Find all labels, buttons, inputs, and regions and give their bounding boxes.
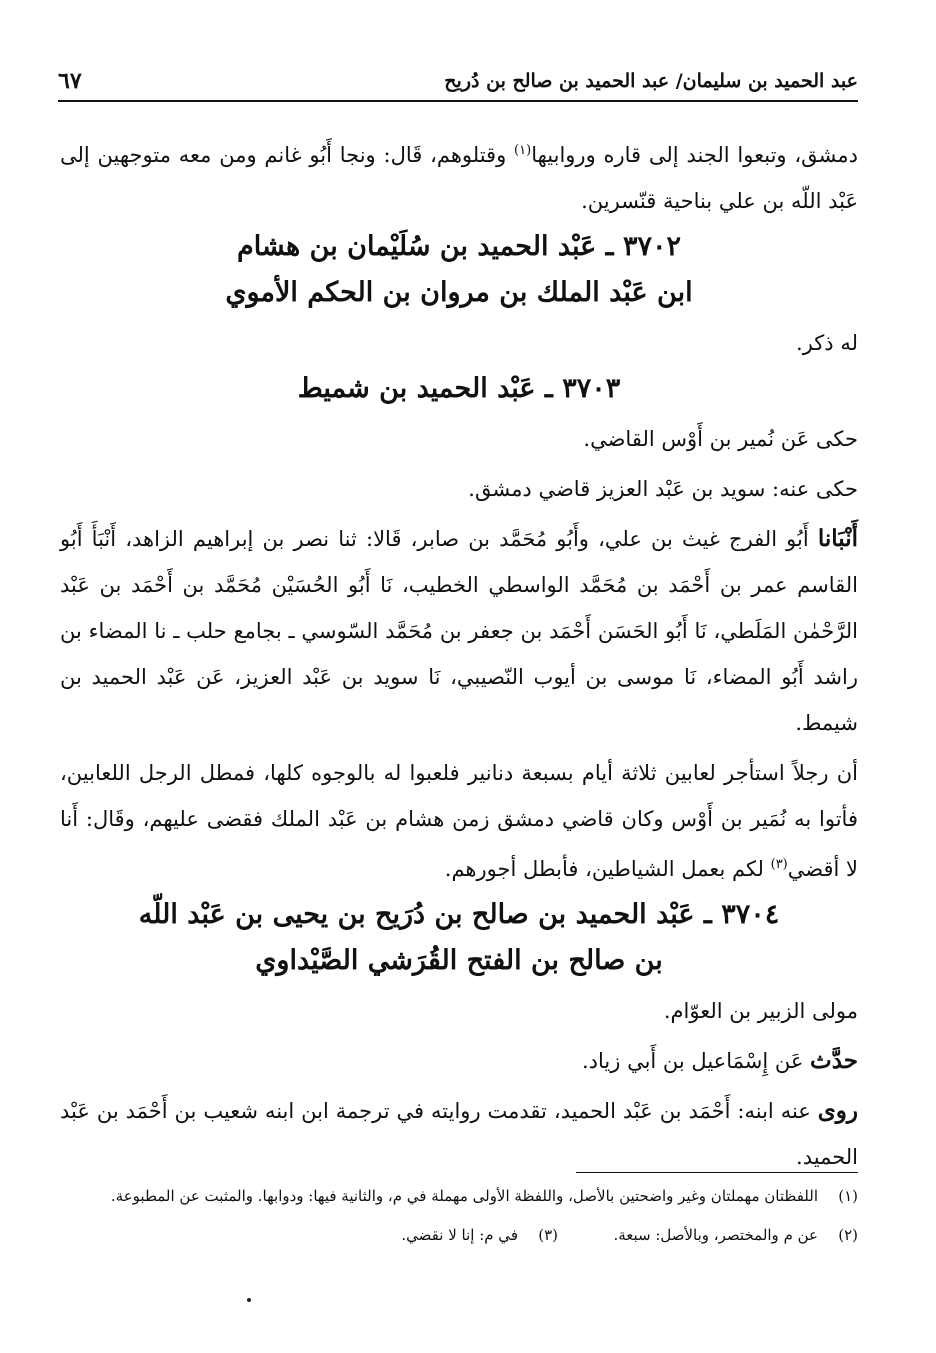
footnote-text: اللفظتان مهملتان وغير واضحتين بالأصل، واللفظة الأولى مهملة في م، والثانية فيها: ودوابها. والمثبت عن المطبوعة. [110, 1187, 818, 1205]
paragraph-text: عَن إِسْمَاعيل بن أَبي زياد. [581, 1049, 811, 1073]
footnotes [60, 1183, 858, 1249]
footnote-text: في م: إنا لا نقضي. [401, 1226, 518, 1244]
footnote-text: عن م والمختصر، وبالأصل: سبعة. [613, 1226, 818, 1244]
paragraph-text: أَبُو الفرج غيث بن علي، وأَبُو مُحَمَّد بن صابر، قَالا: ثنا نصر بن إبراهيم الزاهد، أَنْبَأَ أَبُو القاسم عمر بن أَحْمَد بن مُحَمَّد الواسطي الخطيب، نَا أَبُو الحُسَيْن مُحَمَّد بن أَحْمَد بن عَبْد الرَّحْمٰن المَلَطي، نَا أَبُو الحَسَن أَحْمَد بن جعفر بن مُحَمَّد السّوسي ـ بجامع حلب ـ نا المضاء بن راشد أَبُو المضاء، نَا موسى بن أيوب النّصيبي، نَا سويد بن عَبْد العزيز، عَن عَبْد الحميد بن شيمط. [60, 527, 858, 735]
paragraph-text: أن رجلاً استأجر لعابين ثلاثة أيام بسبعة دنانير فلعبوا له بالوجوه كلها، فمطل الرجل اللعابين، فأتوا به نُمَير بن أَوْس وكان قاضي دمشق زمن هشام بن عَبْد الملك فقضى عليهم، وقَال: أَنا لا أقضي [60, 761, 858, 881]
page-number: ٦٧ [58, 68, 82, 94]
footnote-2 [558, 1222, 858, 1249]
paragraph-narrated-by: حكى عنه: سويد بن عَبْد العزيز قاضي دمشق. [468, 477, 858, 501]
entry-heading-3702-line1: ٣٧٠٢ ـ عَبْد الحميد بن سُلَيْمان بن هشام [236, 231, 682, 262]
entry-heading-3703: ٣٧٠٣ ـ عَبْد الحميد بن شميط [297, 373, 621, 404]
paragraph-text: دمشق، وتبعوا الجند إلى قاره وروابيها [531, 143, 858, 167]
paragraph-text: عنه ابنه: أَحْمَد بن عَبْد الحميد، تقدمت روايته في ترجمة ابن ابنه شعيب بن أَحْمَد بن عَبْد الحميد. [60, 1099, 858, 1169]
footnote-number: (٢) [838, 1226, 858, 1244]
entry-heading-3704-line2: بن صالح بن الفتح القُرَشي الصَّيْداوي [255, 945, 663, 976]
paragraph-report [60, 750, 858, 892]
footnote-divider [576, 1172, 858, 1173]
footnote-ref: (١) [514, 143, 532, 158]
page-body [60, 128, 858, 1180]
running-head [58, 62, 858, 102]
footnote-3 [401, 1222, 558, 1249]
paragraph-text: وقتلوهم، قَال: ونجا أَبُو غانم ومن معه متوجهين إلى عَبْد اللّه بن علي بناحية قنّسرين. [60, 143, 858, 213]
paragraph-continuation [60, 128, 858, 224]
footnote-number: (٣) [538, 1226, 558, 1244]
paragraph-narrated [60, 1038, 858, 1084]
entry-heading-3702-line2: ابن عَبْد الملك بن مروان بن الحكم الأموي [225, 277, 693, 308]
paragraph-narrated-from: حكى عَن نُمير بن أَوْس القاضي. [583, 427, 858, 451]
entry-heading-3704-line1: ٣٧٠٤ ـ عَبْد الحميد بن صالح بن دُرَيح بن يحيى بن عَبْد اللّه [138, 899, 780, 930]
paragraph-isnad [60, 516, 858, 746]
paragraph-mention: له ذكر. [796, 331, 858, 355]
lead-word: روى [817, 1097, 858, 1124]
footnote-1 [60, 1183, 858, 1210]
paragraph-transmitted [60, 1088, 858, 1180]
lead-word: حدَّث [810, 1047, 858, 1074]
paragraph-client: مولى الزبير بن العوّام. [663, 999, 858, 1023]
scan-speck [247, 1298, 251, 1302]
running-title: عبد الحميد بن سليمان/ عبد الحميد بن صالح بن دُريح [444, 70, 858, 92]
lead-word: أَنْبَانا [817, 525, 858, 552]
footnote-number: (١) [838, 1187, 858, 1205]
paragraph-text: لكم بعمل الشياطين، فأبطل أجورهم. [444, 857, 771, 881]
footnote-ref: (٣) [770, 857, 788, 872]
footnote-row [60, 1222, 858, 1249]
